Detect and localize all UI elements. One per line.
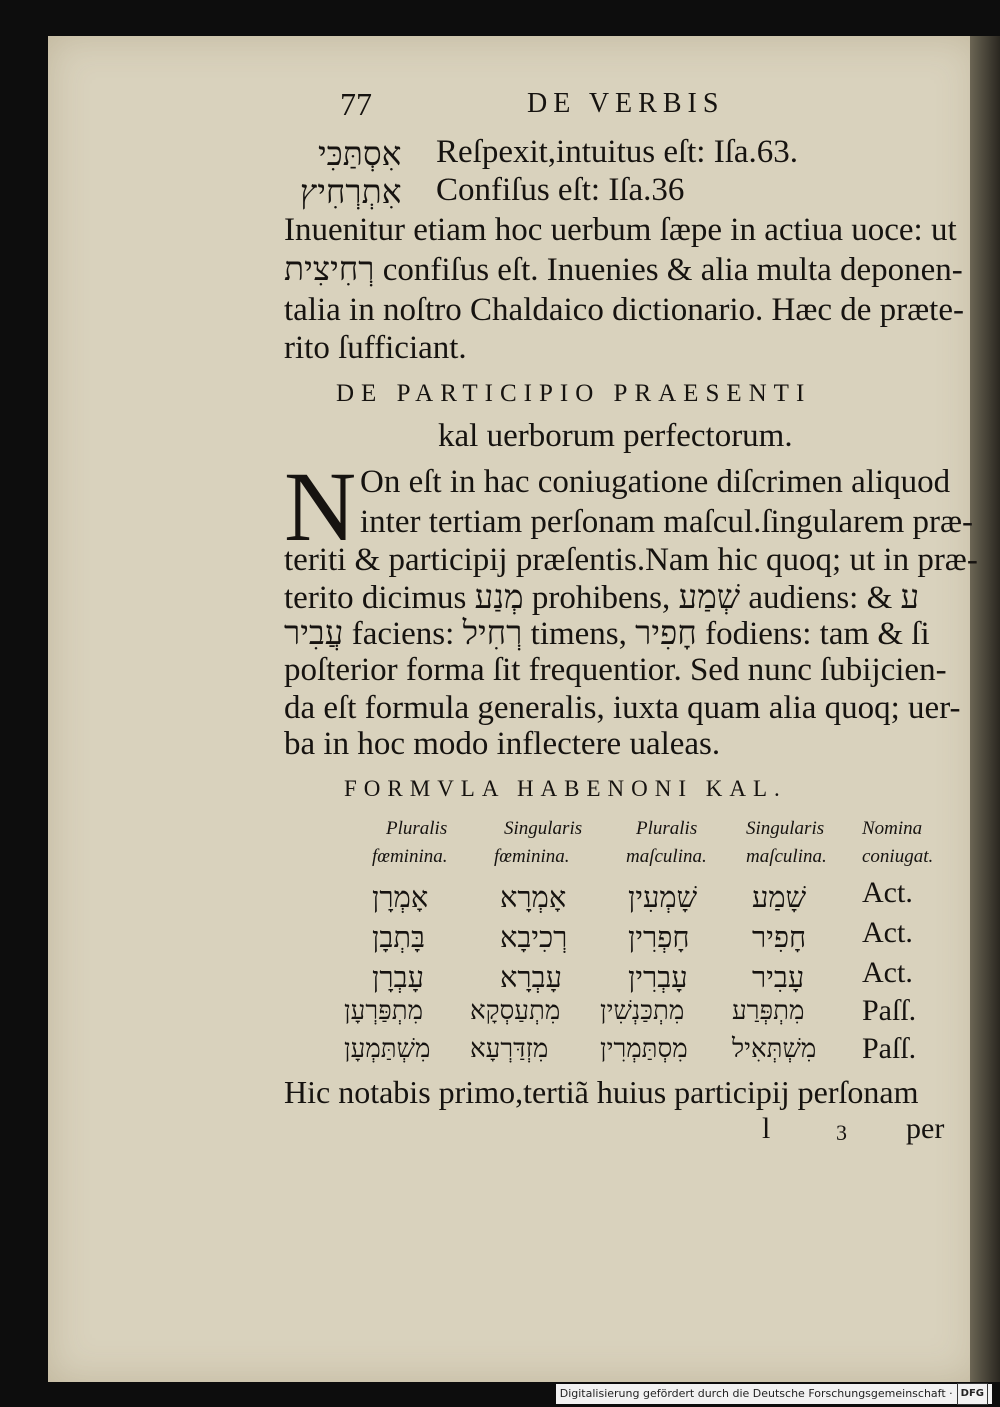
- table-cell: שָׁמַע: [752, 880, 807, 914]
- table-cell: Paſſ.: [862, 1032, 917, 1065]
- paragraph-line: da eſt formula generalis, iuxta quam alia quoq; uer-: [284, 690, 961, 726]
- page-number: 77: [340, 86, 372, 122]
- dfg-logo: DFG: [957, 1383, 988, 1405]
- column-header: maſculina.: [626, 846, 707, 867]
- column-header: maſculina.: [746, 846, 827, 867]
- entry-hebrew: אִתְרְחִיץ: [300, 172, 402, 211]
- table-cell: Paſſ.: [862, 994, 917, 1027]
- column-header: Singularis: [746, 818, 825, 839]
- table-cell: אָמְרָא: [500, 880, 567, 914]
- page-edge: [970, 36, 1000, 1382]
- running-title: DE VERBIS: [527, 88, 725, 119]
- table-cell: מִזְדַּרְעָא: [470, 1034, 549, 1064]
- table-cell: Act.: [862, 916, 913, 949]
- column-header: coniugat.: [862, 846, 934, 867]
- column-header: fœminina.: [372, 846, 448, 867]
- table-cell: מִתְעַסְקָא: [470, 996, 561, 1026]
- table-cell: מִשְׁתְּאִיל: [732, 1034, 817, 1064]
- table-cell: עָבְרָא: [500, 960, 563, 994]
- footer-credit: Digitalisierung gefördert durch die Deutsche Forschungsgemeinschaft ·: [559, 1387, 953, 1400]
- table-cell: מִסְתַּמְרִין: [600, 1034, 688, 1064]
- table-cell: רְכִיבָא: [500, 920, 568, 954]
- digitization-footer: [556, 1384, 992, 1404]
- table-cell: מִשְׁתַּמְעָן: [344, 1034, 431, 1064]
- signature-mark: l: [762, 1112, 771, 1145]
- signature-number: 3: [836, 1120, 847, 1145]
- paragraph-line: teriti & participij præſentis.Nam hic quoq; ut in præ-: [284, 542, 978, 578]
- column-header: Singularis: [504, 818, 583, 839]
- paragraph-line: ba in hoc modo inflectere ualeas.: [284, 726, 721, 762]
- paragraph-line: עֲבִיר faciens: רְחִיל timens, חָפִיר fodiens: tam & ſi: [284, 616, 930, 652]
- paragraph-line: terito dicimus מְנַע prohibens, שְׁמַע audiens: & ע: [284, 580, 920, 616]
- drop-capital: N: [284, 451, 357, 562]
- paragraph-line: talia in noſtro Chaldaico dictionario. Hæc de præte-: [284, 292, 964, 328]
- paragraph-line: inter tertiam perſonam maſcul.ſingularem præ-: [360, 504, 974, 540]
- formula-title: FORMVLA HABENONI KAL.: [344, 776, 787, 801]
- table-cell: Act.: [862, 956, 913, 989]
- catchword: per: [906, 1112, 945, 1145]
- paragraph-line: Hic notabis primo,tertiã huius participij perſonam: [284, 1074, 919, 1110]
- paragraph-line: rito ſufficiant.: [284, 330, 467, 366]
- entry-latin: Reſpexit,intuitus eſt: Iſa.63.: [436, 134, 799, 170]
- table-cell: עָבְרָן: [372, 960, 425, 994]
- table-cell: Act.: [862, 876, 913, 909]
- table-cell: עָבִיר: [752, 960, 805, 994]
- column-header: Pluralis: [386, 818, 448, 839]
- table-cell: מִתְפַּרְעָן: [344, 996, 424, 1026]
- table-cell: אָמְרָן: [372, 880, 429, 914]
- table-cell: חָפִיר: [752, 920, 807, 954]
- table-cell: בָּתְבָן: [372, 920, 426, 954]
- table-cell: מִתְפְּרַע: [732, 996, 805, 1026]
- paragraph-line: רְחִיצִית confiſus eſt. Inuenies & alia multa deponen-: [284, 252, 963, 288]
- table-cell: שָׁמְעִין: [628, 880, 698, 914]
- table-cell: מִתְכַּנְשִׁין: [600, 996, 685, 1026]
- column-header: Pluralis: [636, 818, 698, 839]
- paragraph-line: Inuenitur etiam hoc uerbum ſæpe in actiua uoce: ut: [284, 212, 957, 248]
- paragraph-line: poſterior forma ſit frequentior. Sed nunc ſubijcien-: [284, 652, 947, 688]
- table-cell: עָבְרִין: [628, 960, 688, 994]
- section-subtitle: kal uerborum perfectorum.: [438, 418, 793, 454]
- paragraph-line: On eſt in hac coniugatione diſcrimen aliquod: [360, 464, 951, 500]
- section-title: DE PARTICIPIO PRAESENTI: [336, 380, 812, 407]
- entry-latin: Confiſus eſt: Iſa.36: [436, 172, 685, 208]
- column-header: fœminina.: [494, 846, 570, 867]
- column-header: Nomina: [862, 818, 923, 839]
- entry-hebrew: אִסְתַּכִּי: [318, 134, 402, 173]
- table-cell: חָפְרִין: [628, 920, 690, 954]
